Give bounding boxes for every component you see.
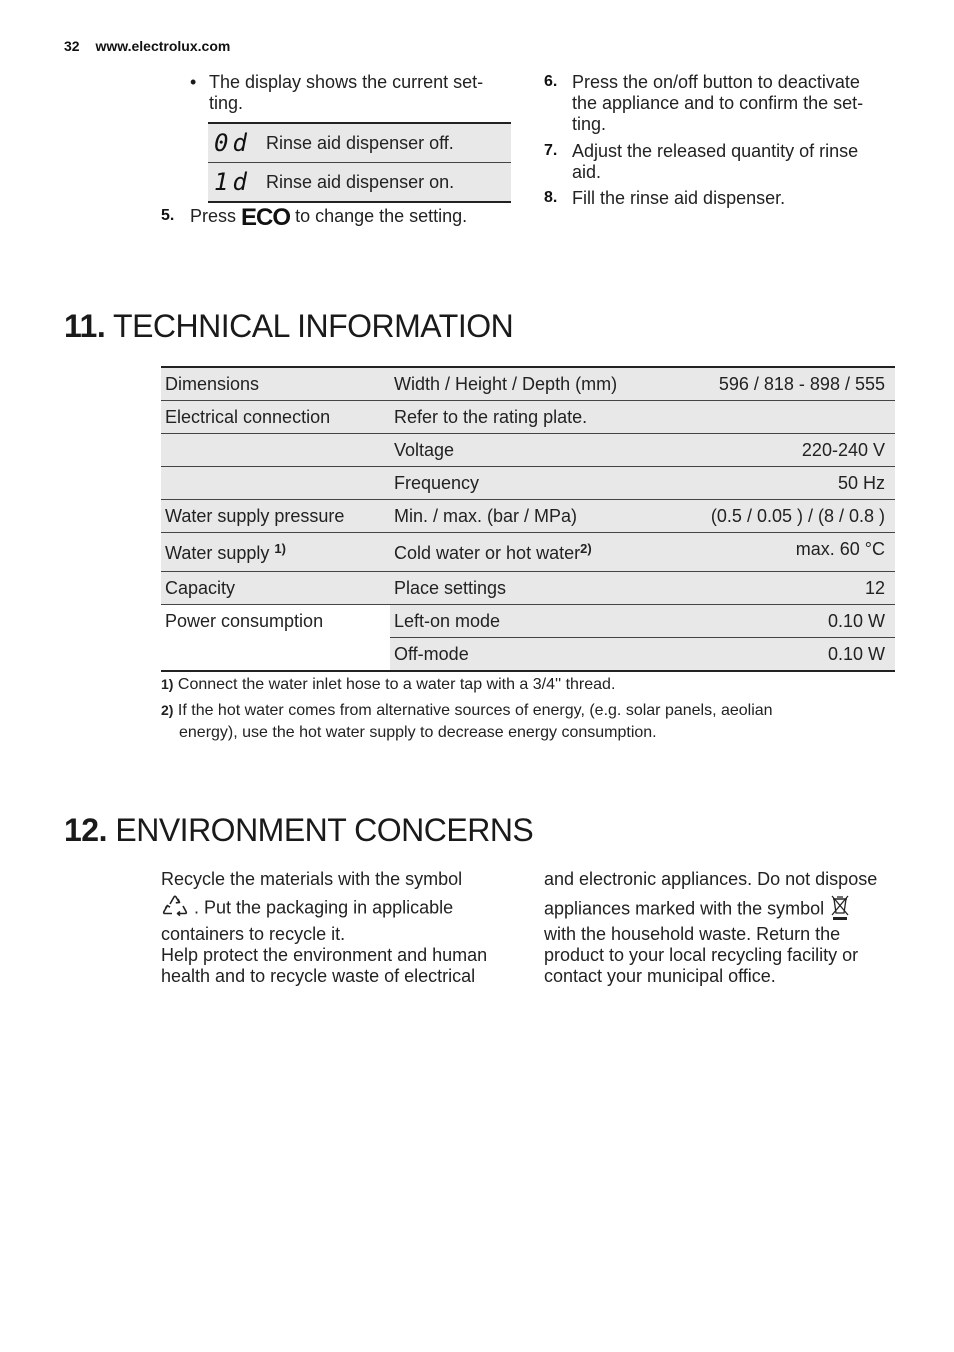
display-code-off: 0d xyxy=(214,129,251,157)
table-cell: 0.10 W xyxy=(668,638,895,672)
section-11-title: TECHNICAL INFORMATION xyxy=(113,308,514,344)
code-label-on: Rinse aid dispenser on. xyxy=(266,171,455,192)
env-right-line-1: and electronic appliances. Do not dispose xyxy=(544,869,878,889)
crossed-out-bin-icon xyxy=(829,893,851,926)
code-row-on xyxy=(208,162,511,201)
bullet-dot: • xyxy=(190,72,197,92)
recycle-icon xyxy=(161,893,189,924)
technical-info-table xyxy=(161,366,895,672)
water-type-label: Cold water or hot water xyxy=(394,542,581,563)
table-cell: Dimensions xyxy=(161,367,390,401)
step-7-number: 7. xyxy=(544,142,558,159)
table-cell xyxy=(668,401,895,434)
table-cell: Frequency xyxy=(390,467,668,500)
table-cell: 12 xyxy=(668,572,895,605)
env-left-line-1: Recycle the materials with the symbol xyxy=(161,869,463,889)
section-12-title: ENVIRONMENT CONCERNS xyxy=(115,812,534,848)
footnote-2-cont: energy), use the hot water supply to decrease energy consumption. xyxy=(179,724,657,741)
page-header xyxy=(64,38,230,54)
table-cell: Place settings xyxy=(390,572,668,605)
footnote-ref-2: 2) xyxy=(580,540,592,556)
env-right-line-4: product to your local recycling facility or xyxy=(544,945,859,965)
env-left-line-4: Help protect the environment and human xyxy=(161,945,488,965)
table-cell: 596 / 818 - 898 / 555 xyxy=(668,367,895,401)
table-cell xyxy=(161,533,390,572)
table-row xyxy=(161,500,895,533)
footnote-2-marker: 2) xyxy=(161,702,174,718)
step-8-text: Fill the rinse aid dispenser. xyxy=(572,188,786,208)
step-5-number: 5. xyxy=(161,207,175,224)
section-12-number: 12. xyxy=(64,812,107,848)
step-5-press: Press xyxy=(190,206,237,226)
website-link[interactable]: www.electrolux.com xyxy=(95,38,231,54)
table-cell: max. 60 °C xyxy=(668,533,895,572)
table-cell xyxy=(161,434,390,467)
footnote-2 xyxy=(161,700,773,721)
table-cell: Voltage xyxy=(390,434,668,467)
eco-button-symbol: ECO xyxy=(241,204,291,231)
table-cell: Left-on mode xyxy=(390,605,668,638)
table-row xyxy=(161,533,895,572)
env-left-line-5: health and to recycle waste of electrical xyxy=(161,966,476,986)
env-right-line-5: contact your municipal office. xyxy=(544,966,776,986)
step-7-text xyxy=(572,141,858,183)
table-cell: Min. / max. (bar / MPa) xyxy=(390,500,668,533)
code-row-off xyxy=(208,124,511,162)
table-cell: Electrical connection xyxy=(161,401,390,434)
table-cell: 0.10 W xyxy=(668,605,895,638)
table-cell: Off-mode xyxy=(390,638,668,672)
page-number: 32 xyxy=(64,38,80,54)
display-bullet-line-2: ting. xyxy=(209,93,244,113)
footnote-1 xyxy=(161,674,615,695)
table-row xyxy=(161,467,895,500)
step-6-line-2: the appliance and to confirm the set- xyxy=(572,93,864,113)
table-cell: Width / Height / Depth (mm) xyxy=(390,367,668,401)
env-right-line-2-text: appliances marked with the symbol xyxy=(544,898,825,919)
footnote-1-text: Connect the water inlet hose to a water tap with a 3/4'' thread. xyxy=(177,676,616,693)
table-cell: Water supply pressure xyxy=(161,500,390,533)
step-6-text xyxy=(572,72,863,135)
table-cell xyxy=(161,638,390,672)
step-5-rest: to change the setting. xyxy=(295,206,468,226)
table-cell: Refer to the rating plate. xyxy=(390,401,668,434)
section-11-heading xyxy=(64,308,513,345)
display-bullet-line-1: The display shows the current set- xyxy=(209,72,484,92)
table-row xyxy=(161,605,895,638)
table-cell: 220-240 V xyxy=(668,434,895,467)
step-6-line-3: ting. xyxy=(572,114,607,134)
footnote-ref-1: 1) xyxy=(274,540,286,556)
env-right-line-3: with the household waste. Return the xyxy=(544,924,841,944)
display-code-on: 1d xyxy=(214,168,251,196)
step-5-text xyxy=(190,204,468,231)
table-row xyxy=(161,367,895,401)
section-12-heading xyxy=(64,812,533,849)
rinse-aid-code-table xyxy=(208,122,511,203)
table-cell: Power consumption xyxy=(161,605,390,638)
code-label-off: Rinse aid dispenser off. xyxy=(266,132,454,153)
table-cell xyxy=(390,533,668,572)
table-row xyxy=(161,401,895,434)
env-right-line-2 xyxy=(544,893,851,926)
section-11-number: 11. xyxy=(64,308,106,344)
env-left-line-3: containers to recycle it. xyxy=(161,924,346,944)
footnote-1-marker: 1) xyxy=(161,676,174,692)
table-cell: (0.5 / 0.05 ) / (8 / 0.8 ) xyxy=(668,500,895,533)
table-cell: 50 Hz xyxy=(668,467,895,500)
env-left-line-2 xyxy=(161,893,453,924)
step-6-line-1: Press the on/off button to deactivate xyxy=(572,72,860,92)
table-row xyxy=(161,434,895,467)
step-7-line-2: aid. xyxy=(572,162,602,182)
step-8-number: 8. xyxy=(544,189,558,206)
footnote-2-line-1: If the hot water comes from alternative sources of energy, (e.g. solar panels, aeolian xyxy=(177,702,773,719)
table-row xyxy=(161,638,895,672)
step-6-number: 6. xyxy=(544,73,558,90)
display-bullet-text xyxy=(209,72,483,114)
table-cell: Capacity xyxy=(161,572,390,605)
table-row xyxy=(161,572,895,605)
env-left-line-2-text: . Put the packaging in applicable xyxy=(194,897,454,918)
water-supply-label: Water supply xyxy=(165,542,270,563)
table-cell xyxy=(161,467,390,500)
step-7-line-1: Adjust the released quantity of rinse xyxy=(572,141,859,161)
